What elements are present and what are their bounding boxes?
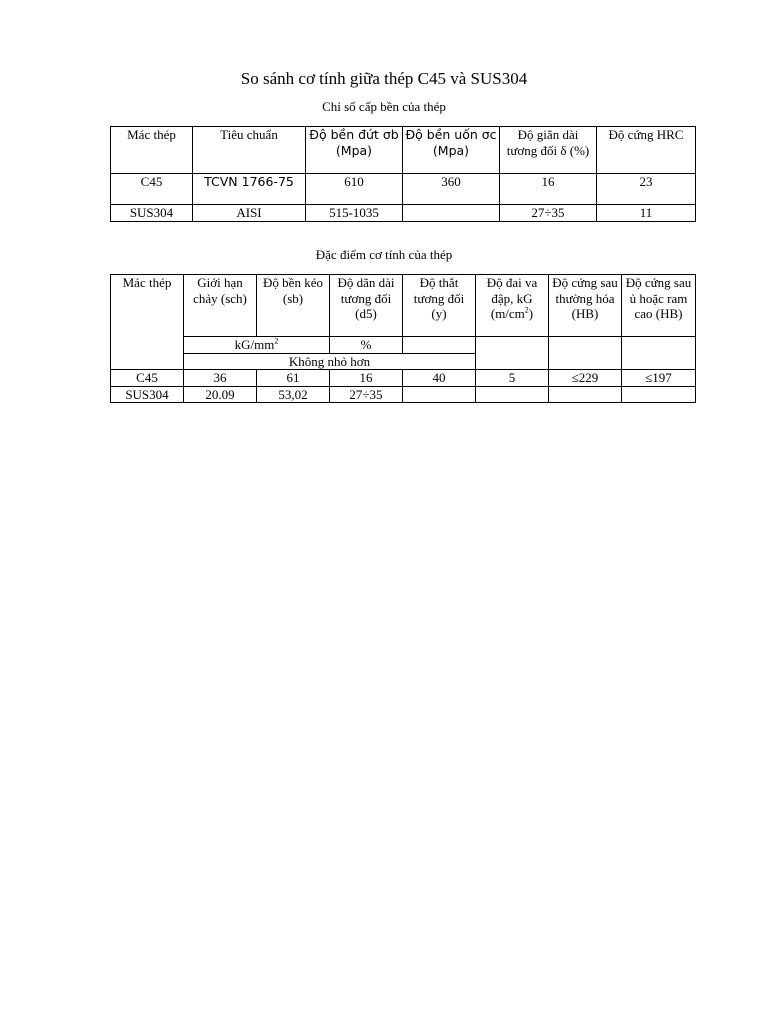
unit-cell: [403, 337, 476, 354]
header-cell: Mác thép: [111, 127, 193, 174]
header-cell: Độ bền kéo (sb): [257, 275, 330, 337]
unit-superscript: 2: [274, 336, 279, 346]
header-cell: [476, 275, 549, 337]
header-cell: Độ bền đứt σb (Mpa): [306, 127, 403, 174]
unit-cell: [622, 337, 696, 370]
table-cell: 27÷35: [330, 386, 403, 403]
table-cell: 515-1035: [306, 205, 403, 222]
table-cell: 20.09: [184, 386, 257, 403]
table-cell: SUS304: [111, 386, 184, 403]
table-row: [111, 205, 696, 222]
header-cell: Độ dãn dài tương đối (d5): [330, 275, 403, 337]
table-cell: 40: [403, 370, 476, 387]
header-cell: Độ bền uốn σc (Mpa): [403, 127, 500, 174]
header-cell: Độ giãn dài tương đối δ (%): [500, 127, 597, 174]
impact-label: Độ đai va đập, kG (m/cm: [486, 275, 538, 321]
unit-cell: [476, 337, 549, 370]
header-cell: Độ cứng sau thường hóa (HB): [549, 275, 622, 337]
table-cell: [622, 386, 696, 403]
unit-cell: [549, 337, 622, 370]
unit-superscript: 2: [524, 305, 529, 315]
table1-caption: Chỉ số cấp bền của thép: [322, 99, 446, 114]
table-cell: [549, 386, 622, 403]
header-cell: Độ cứng sau ủ hoặc ram cao (HB): [622, 275, 696, 337]
header-cell: Tiêu chuẩn: [193, 127, 306, 174]
table-row: [111, 174, 696, 205]
table-cell: 16: [330, 370, 403, 387]
table-row: [111, 370, 696, 387]
table-cell: C45: [111, 174, 193, 205]
page-title: So sánh cơ tính giữa thép C45 và SUS304: [240, 69, 528, 88]
table-cell: 27÷35: [500, 205, 597, 222]
table-cell: 61: [257, 370, 330, 387]
table-cell: 5: [476, 370, 549, 387]
table-cell: 23: [597, 174, 696, 205]
units-row: [111, 337, 696, 354]
header-cell: Mác thép: [111, 275, 184, 370]
min-note-cell: Không nhỏ hơn: [184, 353, 476, 370]
impact-label-close: ): [528, 306, 534, 321]
table-cell: [403, 386, 476, 403]
table-cell: 360: [403, 174, 500, 205]
header-cell: Giới hạn chảy (sch): [184, 275, 257, 337]
table2-caption: Đặc điểm cơ tính của thép: [315, 247, 453, 262]
table-cell: AISI: [193, 205, 306, 222]
table-cell: [403, 205, 500, 222]
unit-cell: [184, 337, 330, 354]
table-cell: ≤197: [622, 370, 696, 387]
table-cell: 11: [597, 205, 696, 222]
table-cell: 53,02: [257, 386, 330, 403]
table-cell: SUS304: [111, 205, 193, 222]
table-cell: 16: [500, 174, 597, 205]
mechanical-properties-table: [110, 274, 696, 403]
table-cell: 36: [184, 370, 257, 387]
table-cell: TCVN 1766-75: [193, 174, 306, 205]
table-cell: C45: [111, 370, 184, 387]
unit-cell: %: [330, 337, 403, 354]
table-header-row: [111, 127, 696, 174]
header-cell: Độ thắt tương đối (y): [403, 275, 476, 337]
unit-kg: kG/mm: [234, 337, 275, 352]
table-cell: 610: [306, 174, 403, 205]
header-cell: Độ cứng HRC: [597, 127, 696, 174]
table-cell: [476, 386, 549, 403]
table-row: [111, 386, 696, 403]
strength-grade-table: [110, 126, 696, 222]
table-cell: ≤229: [549, 370, 622, 387]
table-header-row: [111, 275, 696, 337]
